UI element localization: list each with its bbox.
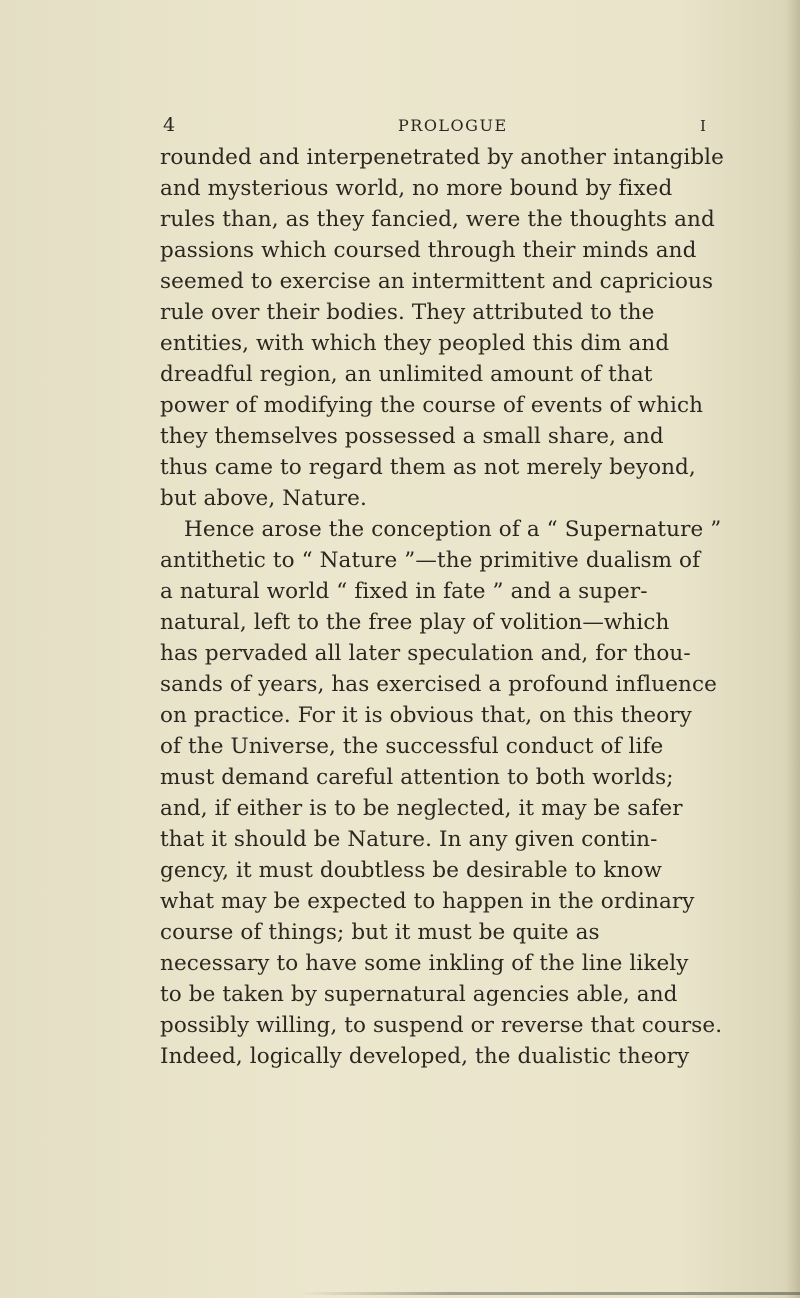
text-line: antithetic to “ Nature ”—the primitive dualism of (160, 548, 701, 573)
text-line: rules than, as they fancied, were the thoughts and (160, 207, 715, 232)
text-line: has pervaded all later speculation and, for thou- (160, 641, 691, 666)
text-line: a natural world “ fixed in fate ” and a super- (160, 579, 648, 604)
chapter-number: I (700, 117, 706, 135)
text-line: seemed to exercise an intermittent and capricious (160, 269, 714, 294)
text-line: what may be expected to happen in the ordinary (160, 889, 695, 914)
text-line: rounded and interpenetrated by another intangible (160, 145, 724, 170)
text-line: must demand careful attention to both worlds; (160, 765, 674, 790)
paragraph-start-line: Hence arose the conception of a “ Supernature ” (184, 517, 722, 542)
text-line: necessary to have some inkling of the line likely (160, 951, 689, 976)
body-text (160, 142, 760, 1072)
text-line: dreadful region, an unlimited amount of that (160, 362, 653, 387)
text-line: possibly willing, to suspend or reverse that course. (160, 1013, 723, 1038)
text-line: that it should be Nature. In any given contin- (160, 827, 658, 852)
text-line: sands of years, has exercised a profound influence (160, 672, 717, 697)
text-line: passions which coursed through their minds and (160, 238, 697, 263)
text-line: entities, with which they peopled this dim and (160, 331, 670, 356)
page-edge-shadow (786, 0, 800, 1298)
page-number: 4 (163, 114, 176, 136)
text-line: to be taken by supernatural agencies able, and (160, 982, 678, 1007)
text-line: rule over their bodies. They attributed to the (160, 300, 655, 325)
text-line: on practice. For it is obvious that, on this theory (160, 703, 692, 728)
text-line: and mysterious world, no more bound by fixed (160, 176, 673, 201)
text-line: power of modifying the course of events of which (160, 393, 704, 418)
text-line: natural, left to the free play of volition—which (160, 610, 670, 635)
bottom-edge-line (300, 1292, 800, 1295)
text-line: and, if either is to be neglected, it may be safer (160, 796, 683, 821)
text-line: thus came to regard them as not merely beyond, (160, 455, 696, 480)
text-line: but above, Nature. (160, 486, 367, 511)
text-line: course of things; but it must be quite as (160, 920, 600, 945)
text-line: they themselves possessed a small share, and (160, 424, 664, 449)
text-line: gency, it must doubtless be desirable to know (160, 858, 663, 883)
page-header (0, 114, 800, 138)
running-title: PROLOGUE (398, 116, 508, 135)
text-line: Indeed, logically developed, the dualistic theory (160, 1044, 690, 1069)
text-line: of the Universe, the successful conduct of life (160, 734, 664, 759)
